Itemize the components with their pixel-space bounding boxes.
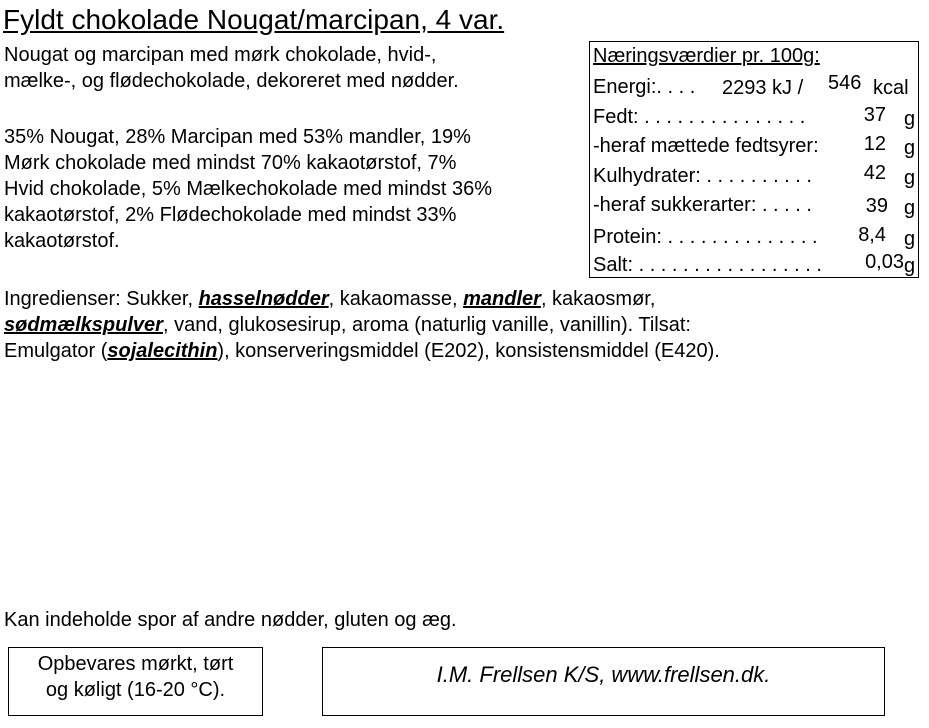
ingredients-text-part: , kakaosmør,: [540, 288, 656, 310]
protein-unit: g: [904, 228, 916, 250]
allergen-hazelnuts: hasselnødder: [198, 288, 329, 310]
energy-kj: 2293 kJ /: [722, 77, 804, 99]
allergen-soy-lecithin: sojalecithin: [107, 340, 218, 362]
sugars-value: 39: [865, 195, 888, 217]
ingredients-line: [4, 286, 720, 312]
composition-line: Hvid chokolade, 5% Mælkechokolade med mindst 36%: [4, 178, 493, 200]
product-description: [4, 42, 459, 94]
ingredients-text-part: , vand, glukosesirup, aroma (naturlig vanille, vanillin). Tilsat:: [162, 314, 691, 336]
salt-label: Salt: . . . . . . . . . . . . . . . . .: [593, 254, 822, 276]
manufacturer-name: I.M. Frellsen K/S, www.frellsen.dk.: [436, 662, 771, 687]
sugars-unit: g: [904, 197, 916, 219]
description-line: Nougat og marcipan med mørk chokolade, hvid-,: [4, 44, 437, 66]
protein-label: Protein: . . . . . . . . . . . . . .: [593, 226, 818, 248]
composition-text: [4, 124, 492, 254]
nutrition-heading: Næringsværdier pr. 100g:: [593, 45, 820, 67]
composition-line: 35% Nougat, 28% Marcipan med 53% mandler, 19%: [4, 126, 471, 148]
allergen-milk-powder: sødmælkspulver: [4, 314, 163, 336]
ingredients-text-part: Emulgator (: [4, 340, 108, 362]
allergen-almonds: mandler: [463, 288, 541, 310]
saturated-value: 12: [863, 133, 886, 155]
energy-label: Energi:. . . .: [593, 76, 696, 98]
storage-line: og køligt (16-20 °C).: [45, 679, 226, 701]
ingredients-line: [4, 312, 720, 338]
storage-instructions: [8, 651, 263, 703]
ingredients-line: [4, 338, 720, 364]
ingredients-text: [4, 286, 720, 364]
storage-line: Opbevares mørkt, tørt: [37, 653, 234, 675]
carbohydrate-unit: g: [904, 167, 916, 189]
product-title: Fyldt chokolade Nougat/marcipan, 4 var.: [3, 4, 505, 35]
salt-unit: g: [904, 255, 916, 277]
traces-warning: Kan indeholde spor af andre nødder, gluten og æg.: [4, 609, 457, 631]
ingredients-text-part: ), konserveringsmiddel (E202), konsistensmiddel (E420).: [217, 340, 720, 362]
saturated-label: -heraf mættede fedtsyrer:: [593, 135, 819, 157]
fat-value: 37: [863, 104, 886, 126]
saturated-unit: g: [904, 137, 916, 159]
composition-line: kakaotørstof, 2% Flødechokolade med mindst 33%: [4, 204, 457, 226]
ingredients-text-part: , kakaomasse,: [328, 288, 464, 310]
composition-line: Mørk chokolade med mindst 70% kakaotørstof, 7%: [4, 152, 457, 174]
composition-line: kakaotørstof.: [4, 230, 120, 252]
protein-value: 8,4: [858, 224, 886, 246]
fat-unit: g: [904, 108, 916, 130]
carbohydrate-label: Kulhydrater: . . . . . . . . . .: [593, 165, 812, 187]
carbohydrate-value: 42: [863, 162, 886, 184]
energy-kcal-value: 546: [828, 72, 862, 94]
salt-value: 0,03: [865, 251, 904, 273]
energy-kcal-unit: kcal: [873, 77, 909, 99]
ingredients-prefix: Ingredienser: Sukker,: [4, 288, 199, 310]
description-line: mælke-, og flødechokolade, dekoreret med nødder.: [4, 70, 459, 92]
sugars-label: -heraf sukkerarter: . . . . .: [593, 194, 812, 216]
fat-label: Fedt: . . . . . . . . . . . . . . .: [593, 106, 806, 128]
